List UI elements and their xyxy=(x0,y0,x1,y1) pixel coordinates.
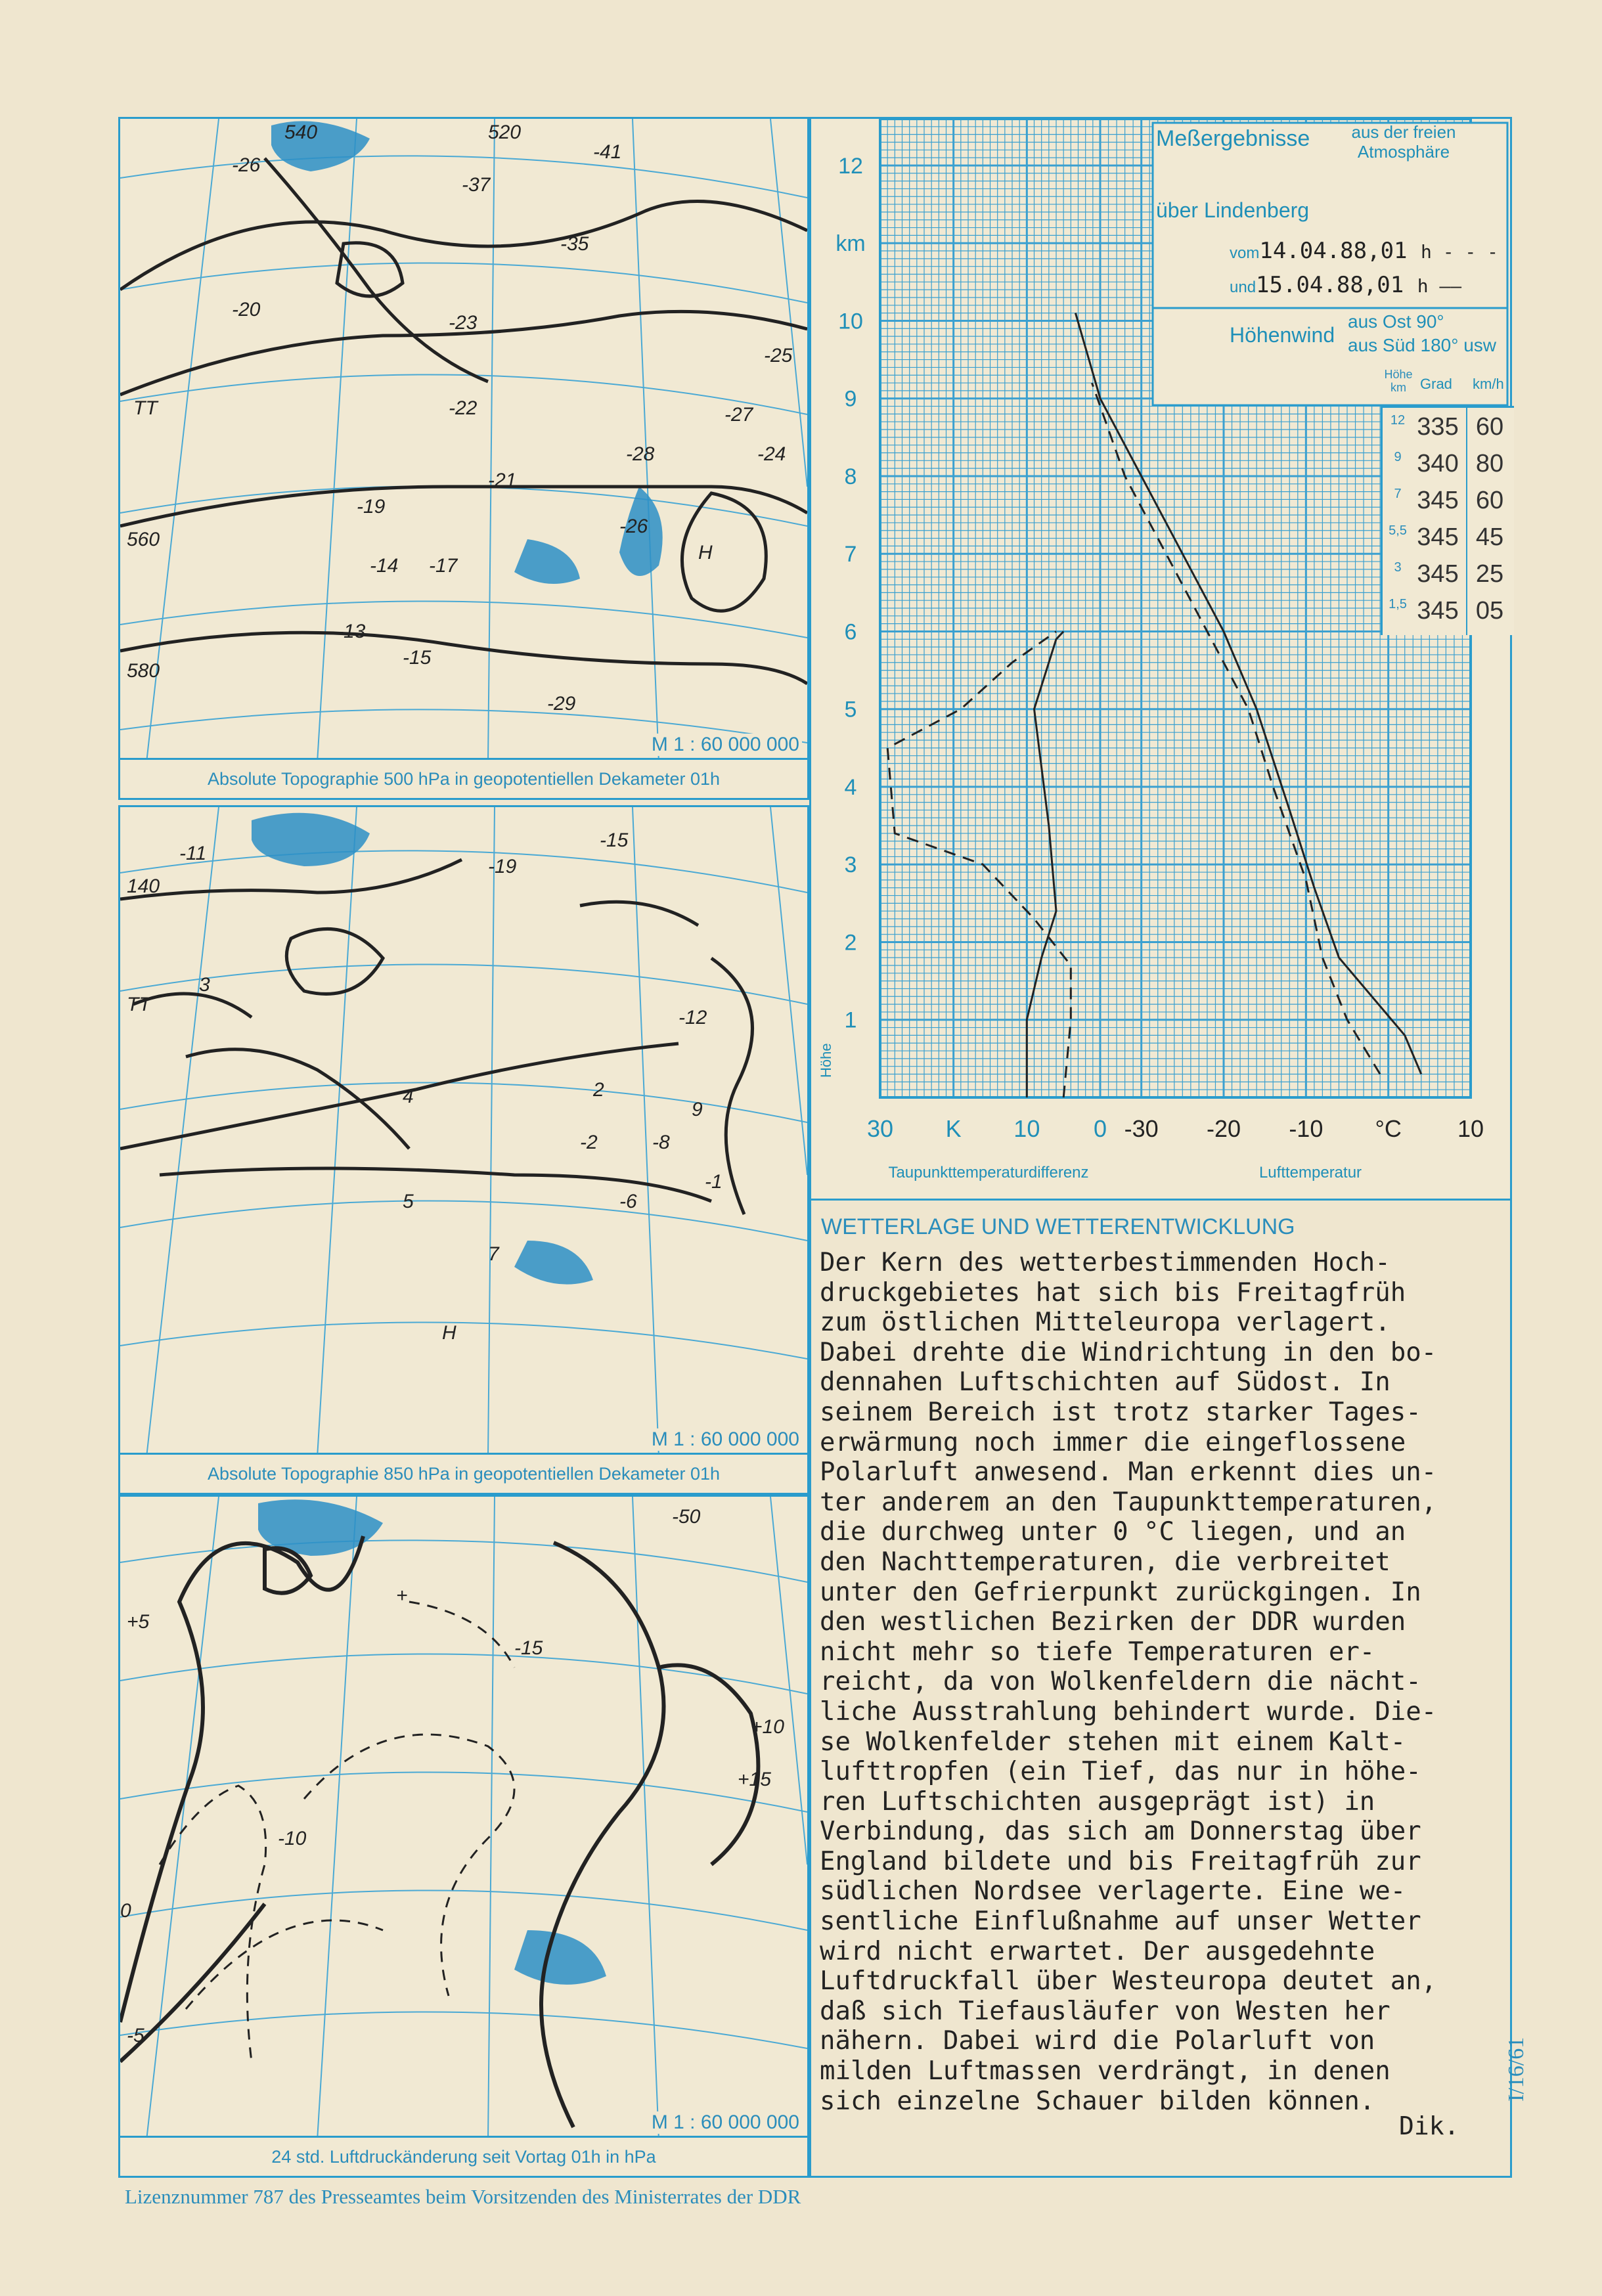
x-tick-label: °C xyxy=(1375,1115,1402,1142)
map-label: -41 xyxy=(593,141,622,163)
map-label: -15 xyxy=(514,1637,543,1659)
map-label: -25 xyxy=(764,345,793,366)
map-label: -2 xyxy=(580,1132,598,1153)
map-label: +15 xyxy=(738,1769,771,1790)
map-label: 4 xyxy=(403,1086,414,1107)
map-label: 540 xyxy=(284,121,318,143)
weather-text: Der Kern des wetterbestimmenden Hoch- druckgebietes hat sich bis Freitagfrüh zum östlichen Mitteleuropa verlagert. Dabei drehte die Windrichtung in den bo- dennahen Luftschichten auf Südost. In seinem Bereich ist trotz starker Tages- erwärmung noch immer die eingeflossene Polarluft anwesend. Man erkennt dies un- ter anderem an den Taupunkttemperaturen, die durchweg unter 0 °C liegen, und an den Nachttemperaturen, die verbreitet unter den Gefrierpunkt zurückgingen. In den westlichen Bezirken der DDR wurden nicht mehr so tiefe Temperaturen er- reicht, da von Wolkenfeldern die nächt- liche Ausstrahlung behindert wurde. Die- se Wolkenfelder stehen mit einem Kalt- lufttropfen (ein Tief, das nur in höhe- ren Luftschichten ausgeprägt ist) in Verbindung, das sich am Donnerstag über England bildete und bis Freitagfrüh zur südlichen Nordsee verlagerte. Eine we- sentliche Einflußnahme auf unser Wetter wird nicht erwartet. Der ausgedehnte Luftdruckfall über Westeuropa deutet an, daß sich Tiefausläufer von Westen her nähern. Dabei wird die Polarluft von milden Luftmassen verdrängt, in denen sich einzelne Schauer bilden können. xyxy=(820,1248,1437,2116)
map-label: -11 xyxy=(179,843,207,864)
wind-row-degree: 340 xyxy=(1417,450,1459,477)
wind-row-degree: 345 xyxy=(1417,487,1459,514)
x-axis-title-left: Taupunkttemperaturdifferenz xyxy=(888,1164,1089,1181)
map-label: 3 xyxy=(199,974,210,996)
wind-row-height: 3 xyxy=(1394,560,1402,575)
map-label: -15 xyxy=(403,647,432,669)
map-label: -10 xyxy=(278,1828,307,1849)
wind-row-degree: 335 xyxy=(1417,413,1459,441)
map-label: -26 xyxy=(232,154,261,176)
map-label: 2 xyxy=(593,1079,604,1101)
map-label: -26 xyxy=(619,516,648,537)
x-tick-label: 30 xyxy=(866,1115,894,1142)
y-tick-label: 4 xyxy=(844,774,857,800)
wind-row-height: 5,5 xyxy=(1389,523,1407,538)
wind-table xyxy=(1381,406,1514,635)
map-label: -14 xyxy=(370,555,399,577)
y-tick-label: 12 xyxy=(838,153,863,179)
col-speed: km/h xyxy=(1473,376,1504,392)
map-label: -19 xyxy=(488,856,517,877)
y-tick-label: 10 xyxy=(838,309,863,334)
y-tick-label: 1 xyxy=(844,1007,857,1033)
x-tick-label: -30 xyxy=(1124,1115,1159,1142)
map-label: -1 xyxy=(705,1171,723,1193)
map-label: -35 xyxy=(560,233,589,255)
map-label: -12 xyxy=(679,1007,707,1028)
and-date: 15.04.88,01 xyxy=(1256,272,1404,298)
sounding-title: Meßergebnisse xyxy=(1156,126,1310,151)
x-axis-title-right: Lufttemperatur xyxy=(1258,1164,1362,1181)
map-500hpa-drawing xyxy=(120,119,807,762)
wind-row-height: 9 xyxy=(1394,450,1402,464)
map-label: 7 xyxy=(488,1243,499,1265)
wind-row-degree: 345 xyxy=(1417,597,1459,625)
map-label: -5 xyxy=(127,2025,145,2046)
wind-row-degree: 345 xyxy=(1417,560,1459,588)
map-label: TT xyxy=(127,994,151,1015)
wind-row-speed: 05 xyxy=(1475,597,1504,625)
map-label: -27 xyxy=(724,404,753,426)
map-label: 140 xyxy=(127,875,160,897)
map-scale: M 1 : 60 000 000 xyxy=(649,1428,802,1451)
wind-south: aus Süd 180° usw xyxy=(1348,335,1497,355)
y-tick-label: 5 xyxy=(844,697,857,722)
weather-signature: Dik. xyxy=(1399,2111,1459,2140)
map-label: -50 xyxy=(672,1506,701,1528)
map-pressure-change xyxy=(118,1495,809,2178)
x-tick-label: -20 xyxy=(1206,1115,1241,1142)
sounding-date-from xyxy=(1230,238,1498,264)
sounding-series-line xyxy=(1092,383,1381,1074)
map-label: -17 xyxy=(429,555,458,577)
from-date: 14.04.88,01 xyxy=(1259,238,1408,264)
map-label: + xyxy=(396,1585,408,1606)
map-caption: Absolute Topographie 500 hPa in geopotentiellen Dekameter 01h xyxy=(120,758,807,798)
wind-row-speed: 60 xyxy=(1475,413,1504,441)
wind-row-speed: 80 xyxy=(1475,450,1504,477)
map-label: -8 xyxy=(652,1132,670,1153)
y-tick-label: 8 xyxy=(844,464,857,489)
map-label: -28 xyxy=(626,443,655,465)
footer-license: Lizenznummer 787 des Presseamtes beim Vorsitzenden des Ministerrates der DDR xyxy=(125,2185,801,2208)
side-code: I/16/61 xyxy=(1504,2037,1528,2102)
y-axis-hoehe-label: Höhe xyxy=(818,1043,834,1078)
x-tick-label: K xyxy=(945,1115,962,1142)
col-deg: Grad xyxy=(1420,376,1452,392)
wind-row-speed: 25 xyxy=(1475,560,1504,588)
map-scale: M 1 : 60 000 000 xyxy=(649,734,802,756)
weather-heading: WETTERLAGE UND WETTERENTWICKLUNG xyxy=(821,1214,1295,1239)
sounding-location: über Lindenberg xyxy=(1156,198,1310,222)
x-tick-label: 10 xyxy=(1457,1115,1484,1142)
map-caption: 24 std. Luftdruckänderung seit Vortag 01h in hPa xyxy=(120,2136,807,2176)
map-850hpa xyxy=(118,805,809,1495)
y-tick-label: 7 xyxy=(844,542,857,567)
map-label: TT xyxy=(133,397,158,419)
wind-row-height: 12 xyxy=(1390,413,1406,428)
sounding-subtitle: aus der freien Atmosphäre xyxy=(1351,122,1456,162)
map-label: 9 xyxy=(692,1099,703,1120)
map-label: 0 xyxy=(120,1900,131,1922)
map-label: 520 xyxy=(488,121,522,143)
x-tick-label: -10 xyxy=(1289,1115,1324,1142)
sounding-date-and xyxy=(1230,272,1461,298)
map-caption: Absolute Topographie 850 hPa in geopotentiellen Dekameter 01h xyxy=(120,1453,807,1493)
map-label: -22 xyxy=(449,397,478,419)
y-tick-label: 6 xyxy=(844,619,857,645)
map-label: 560 xyxy=(127,529,160,550)
wind-table-col-divider xyxy=(1466,408,1467,635)
from-label: vom xyxy=(1230,244,1260,262)
map-label: H xyxy=(698,542,713,563)
map-label: 5 xyxy=(403,1191,414,1212)
map-label: -29 xyxy=(547,693,576,715)
x-tick-label: 10 xyxy=(1013,1115,1040,1142)
wind-row-speed: 60 xyxy=(1475,487,1504,514)
map-label: -19 xyxy=(357,496,386,518)
map-scale: M 1 : 60 000 000 xyxy=(649,2111,802,2134)
wind-east: aus Ost 90° xyxy=(1348,311,1444,332)
map-label: -37 xyxy=(462,174,491,196)
map-label: +5 xyxy=(127,1611,150,1633)
y-tick-label: 9 xyxy=(844,386,857,412)
col-height: Höhe km xyxy=(1384,368,1413,394)
y-tick-label: km xyxy=(835,231,866,257)
map-label: -24 xyxy=(757,443,786,465)
map-label: 580 xyxy=(127,660,160,682)
map-500hpa xyxy=(118,117,809,800)
wind-row-height: 1,5 xyxy=(1389,597,1407,611)
map-label: H xyxy=(442,1322,456,1344)
map-label: -20 xyxy=(232,299,261,320)
map-label: -15 xyxy=(600,829,629,851)
wind-row-height: 7 xyxy=(1394,487,1402,501)
wind-row-speed: 45 xyxy=(1475,523,1504,551)
map-label: -6 xyxy=(619,1191,637,1212)
and-suffix: h —— xyxy=(1417,275,1462,297)
from-suffix: h - - - xyxy=(1421,241,1499,263)
y-tick-label: 2 xyxy=(844,930,857,956)
map-label: +10 xyxy=(751,1716,784,1738)
map-850hpa-drawing xyxy=(120,807,807,1457)
text-column-border xyxy=(809,1199,1512,2178)
map-label: -13 xyxy=(337,621,366,642)
wind-label: Höhenwind xyxy=(1230,323,1335,347)
map-pressure-change-drawing xyxy=(120,1497,807,2140)
map-label: -23 xyxy=(449,312,478,334)
y-tick-label: 3 xyxy=(844,852,857,878)
sounding-info-box xyxy=(1151,121,1513,403)
and-label: und xyxy=(1230,278,1257,296)
x-tick-label: 0 xyxy=(1093,1115,1107,1142)
map-label: -21 xyxy=(488,470,517,491)
wind-row-degree: 345 xyxy=(1417,523,1459,551)
